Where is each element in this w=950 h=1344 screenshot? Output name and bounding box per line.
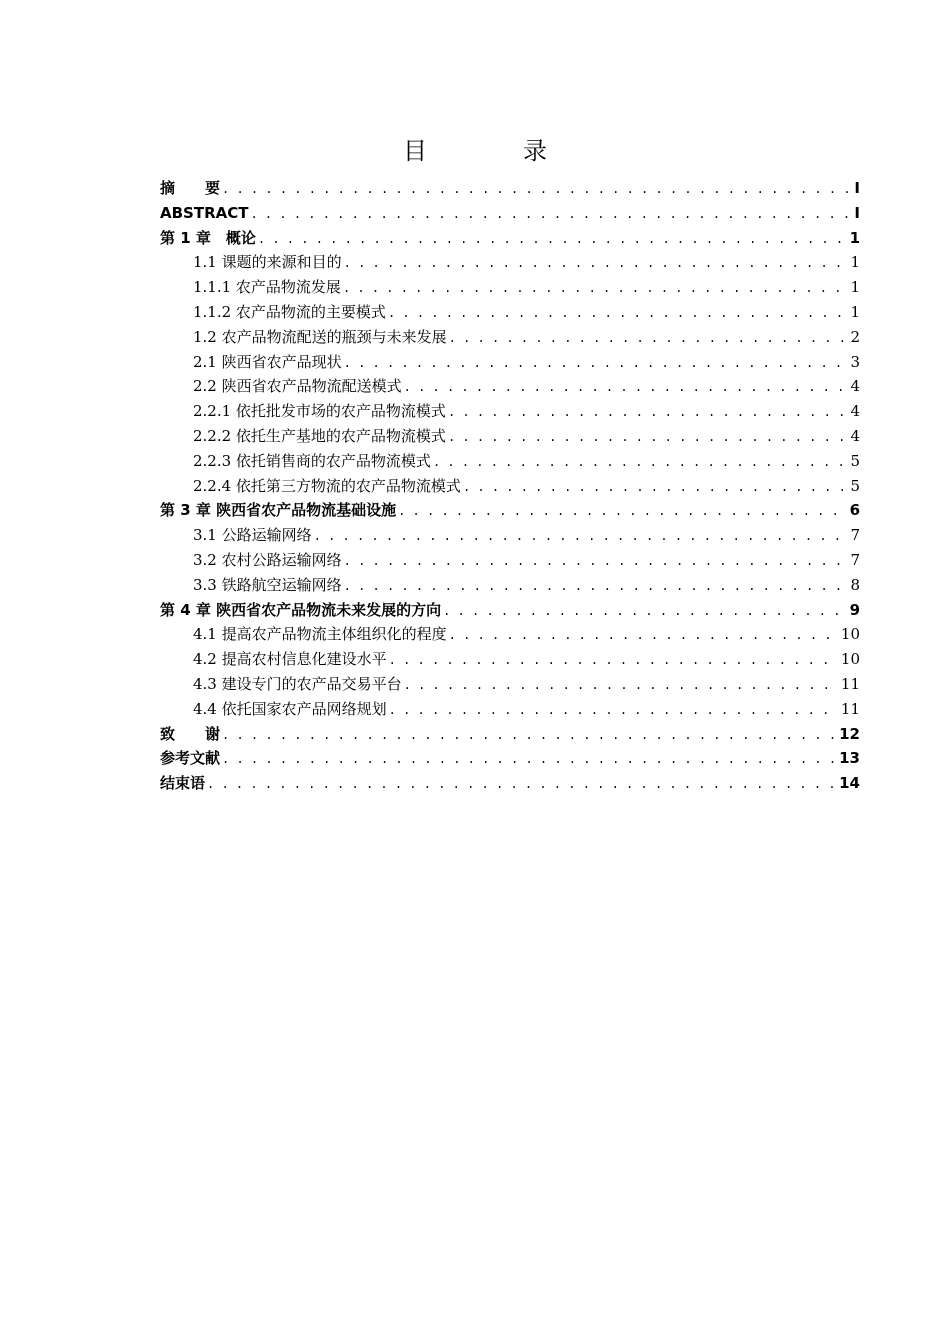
toc-entry[interactable] xyxy=(160,672,860,697)
toc-entry[interactable] xyxy=(160,250,860,275)
toc-entry-page-number: 12 xyxy=(839,724,860,743)
toc-entry-label: 3.1 公路运输网络 xyxy=(193,526,312,545)
toc-dot-leader xyxy=(389,648,839,672)
toc-entry[interactable] xyxy=(160,746,860,771)
toc-entry-label: 1.1.2 农产品物流的主要模式 xyxy=(193,302,386,321)
toc-entry-label: 1.1 课题的来源和目的 xyxy=(193,253,342,272)
toc-entry-label: 结束语 xyxy=(160,774,206,793)
table-of-contents xyxy=(160,176,860,796)
toc-entry-page-number: 7 xyxy=(850,526,860,545)
toc-dot-leader xyxy=(443,599,847,623)
toc-entry[interactable] xyxy=(160,374,860,399)
toc-entry-label: 摘 要 xyxy=(160,179,221,197)
toc-entry-page-number: 5 xyxy=(850,451,860,470)
toc-entry-label: 3.2 农村公路运输网络 xyxy=(193,550,342,569)
toc-entry-page-number: 11 xyxy=(840,674,860,693)
toc-entry-label: 3.3 铁路航空运输网络 xyxy=(193,575,342,594)
toc-entry-page-number: 13 xyxy=(839,749,860,768)
toc-entry-page-number: 9 xyxy=(849,600,860,619)
toc-entry-page-number: 2 xyxy=(850,327,860,346)
toc-dot-leader xyxy=(448,400,849,424)
toc-dot-leader xyxy=(222,177,852,201)
toc-entry[interactable] xyxy=(160,523,860,548)
toc-entry[interactable] xyxy=(160,449,860,474)
toc-entry[interactable] xyxy=(160,697,860,722)
toc-entry-page-number: 4 xyxy=(850,402,860,421)
toc-entry-label: 2.2 陕西省农产品物流配送模式 xyxy=(193,377,402,396)
toc-entry[interactable] xyxy=(160,176,860,201)
toc-entry-page-number: 6 xyxy=(849,501,860,520)
toc-entry[interactable] xyxy=(160,722,860,747)
toc-entry[interactable] xyxy=(160,598,860,623)
toc-entry-label: 1.2 农产品物流配送的瓶颈与未来发展 xyxy=(193,327,447,346)
toc-dot-leader xyxy=(404,375,849,399)
toc-entry-label: ABSTRACT xyxy=(160,203,249,222)
toc-entry-page-number: 14 xyxy=(839,774,860,793)
toc-entry-label: 4.1 提高农产品物流主体组织化的程度 xyxy=(193,625,447,644)
toc-entry-page-number: 10 xyxy=(840,650,860,669)
toc-entry-page-number: 4 xyxy=(850,426,860,445)
toc-entry-page-number: 5 xyxy=(850,476,860,495)
toc-dot-leader xyxy=(344,574,849,598)
toc-dot-leader xyxy=(344,251,849,275)
toc-dot-leader xyxy=(222,723,837,747)
toc-entry-label: 第 1 章 概论 xyxy=(160,228,256,247)
toc-dot-leader xyxy=(344,351,849,375)
toc-entry-page-number: 1 xyxy=(850,302,860,321)
toc-entry-label: 参考文献 xyxy=(160,749,221,768)
toc-dot-leader xyxy=(314,524,849,548)
toc-entry-label: 4.3 建设专门的农产品交易平台 xyxy=(193,674,402,693)
toc-dot-leader xyxy=(433,450,849,474)
toc-entry-page-number: 3 xyxy=(850,352,860,371)
toc-dot-leader xyxy=(463,475,849,499)
toc-entry[interactable] xyxy=(160,350,860,375)
toc-entry[interactable] xyxy=(160,573,860,598)
toc-entry[interactable] xyxy=(160,474,860,499)
toc-entry-label: 2.2.4 依托第三方物流的农产品物流模式 xyxy=(193,476,461,495)
toc-entry-page-number: 1 xyxy=(850,278,860,297)
toc-entry-page-number: 8 xyxy=(850,575,860,594)
toc-entry[interactable] xyxy=(160,325,860,350)
toc-entry[interactable] xyxy=(160,647,860,672)
toc-entry-page-number: I xyxy=(854,203,860,222)
toc-entry[interactable] xyxy=(160,424,860,449)
toc-entry[interactable] xyxy=(160,275,860,300)
toc-entry[interactable] xyxy=(160,226,860,251)
toc-entry[interactable] xyxy=(160,201,860,226)
toc-dot-leader xyxy=(389,698,839,722)
toc-entry-page-number: 10 xyxy=(840,625,860,644)
toc-entry[interactable] xyxy=(160,498,860,523)
toc-entry[interactable] xyxy=(160,399,860,424)
toc-entry-page-number: I xyxy=(854,179,860,197)
toc-entry-label: 2.2.2 依托生产基地的农产品物流模式 xyxy=(193,426,446,445)
toc-entry-label: 4.2 提高农村信息化建设水平 xyxy=(193,650,387,669)
toc-entry-label: 致 谢 xyxy=(160,724,221,743)
toc-entry-label: 2.2.3 依托销售商的农产品物流模式 xyxy=(193,451,431,470)
toc-entry[interactable] xyxy=(160,300,860,325)
toc-dot-leader xyxy=(449,623,839,647)
toc-entry[interactable] xyxy=(160,548,860,573)
page-title: 目 录 xyxy=(403,137,583,165)
toc-entry-page-number: 1 xyxy=(850,253,860,272)
toc-dot-leader xyxy=(258,227,848,251)
toc-entry[interactable] xyxy=(160,622,860,647)
toc-dot-leader xyxy=(344,549,849,573)
toc-entry-page-number: 4 xyxy=(850,377,860,396)
toc-dot-leader xyxy=(404,673,839,697)
toc-entry-label: 1.1.1 农产品物流发展 xyxy=(193,278,341,297)
toc-entry-label: 第 4 章 陕西省农产品物流未来发展的方向 xyxy=(160,600,442,619)
toc-entry-label: 4.4 依托国家农产品网络规划 xyxy=(193,699,387,718)
toc-entry-label: 第 3 章 陕西省农产品物流基础设施 xyxy=(160,501,397,520)
toc-dot-leader xyxy=(250,202,852,226)
toc-entry-page-number: 1 xyxy=(849,228,860,247)
toc-dot-leader xyxy=(343,276,849,300)
toc-dot-leader xyxy=(207,772,837,796)
toc-entry-page-number: 11 xyxy=(840,699,860,718)
toc-entry-label: 2.2.1 依托批发市场的农产品物流模式 xyxy=(193,402,446,421)
toc-entry[interactable] xyxy=(160,771,860,796)
toc-dot-leader xyxy=(449,326,849,350)
toc-entry-page-number: 7 xyxy=(850,550,860,569)
toc-dot-leader xyxy=(388,301,849,325)
toc-entry-label: 2.1 陕西省农产品现状 xyxy=(193,352,342,371)
toc-dot-leader xyxy=(222,747,837,771)
toc-dot-leader xyxy=(398,499,847,523)
toc-dot-leader xyxy=(448,425,849,449)
